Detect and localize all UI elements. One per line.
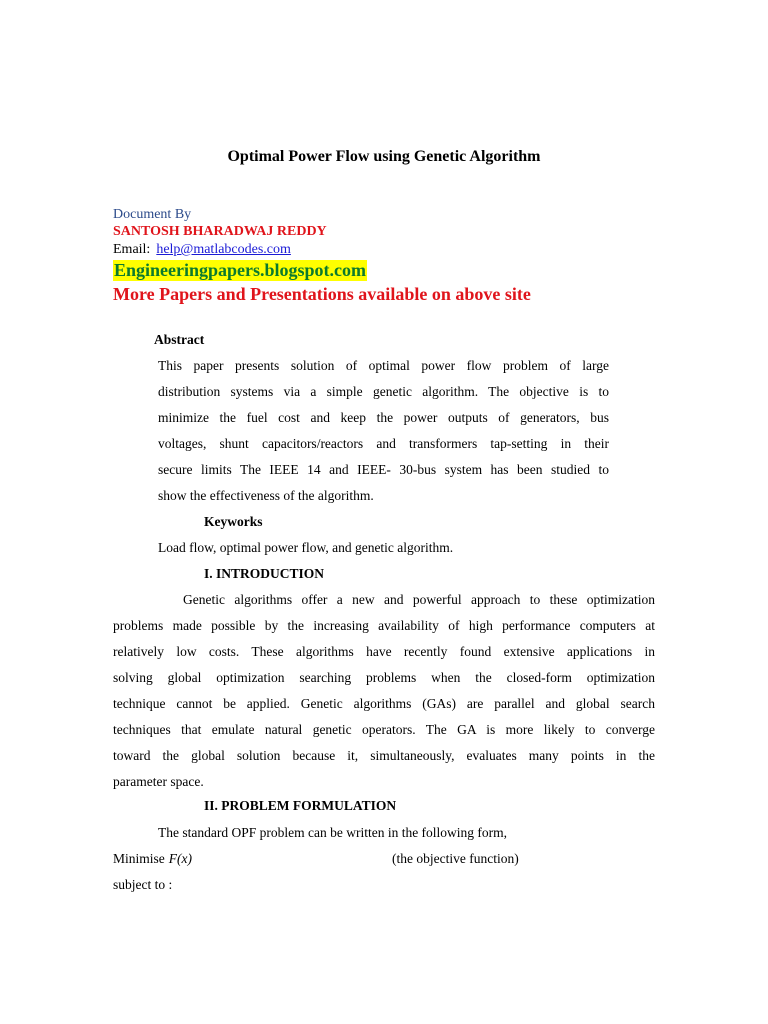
intro-line: toward the global solution because it, simultaneously, evaluates many points in the xyxy=(113,748,655,763)
abstract-line: secure limits The IEEE 14 and IEEE- 30-bus system has been studied to xyxy=(158,462,609,477)
subject-to-label: subject to : xyxy=(113,877,173,892)
abstract-line: distribution systems via a simple genetic algorithm. The objective is to xyxy=(158,384,609,399)
abstract-line: voltages, shunt capacitors/reactors and transformers tap-setting in their xyxy=(158,436,609,451)
paper-title: Optimal Power Flow using Genetic Algorithm xyxy=(227,148,541,165)
objective-expression: F(x) xyxy=(168,851,192,866)
problem-intro: The standard OPF problem can be written in the following form, xyxy=(158,825,508,840)
abstract-line: show the effectiveness of the algorithm. xyxy=(158,488,374,503)
email-row xyxy=(113,242,291,258)
site-link[interactable]: Engineeringpapers.blogspot.com xyxy=(114,260,367,280)
minimise-row xyxy=(113,851,192,867)
minimise-label: Minimise xyxy=(113,851,165,866)
author-name: SANTOSH BHARADWAJ REDDY xyxy=(113,224,327,239)
intro-line: problems made possible by the increasing availability of high performance computers at xyxy=(113,618,655,633)
problem-formulation-heading: II. PROBLEM FORMULATION xyxy=(204,798,397,813)
more-papers-note: More Papers and Presentations available on above site xyxy=(113,284,531,304)
introduction-heading: I. INTRODUCTION xyxy=(204,566,325,581)
email-label: Email: xyxy=(113,242,151,257)
keywords-text: Load flow, optimal power flow, and genetic algorithm. xyxy=(158,540,454,555)
keywords-heading: Keyworks xyxy=(204,514,263,529)
abstract-line: This paper presents solution of optimal power flow problem of large xyxy=(158,358,609,373)
document-by-label: Document By xyxy=(113,207,192,222)
email-link[interactable]: help@matlabcodes.com xyxy=(156,242,291,257)
intro-line: Genetic algorithms offer a new and powerful approach to these optimization xyxy=(183,592,655,607)
intro-line: solving global optimization searching problems when the closed-form optimization xyxy=(113,670,655,685)
intro-line: relatively low costs. These algorithms have recently found extensive applications in xyxy=(113,644,655,659)
abstract-heading: Abstract xyxy=(154,332,205,347)
objective-function-note: (the objective function) xyxy=(392,851,519,866)
intro-line: technique cannot be applied. Genetic algorithms (GAs) are parallel and global search xyxy=(113,696,655,711)
intro-line: parameter space. xyxy=(113,774,204,789)
intro-line: techniques that emulate natural genetic operators. The GA is more likely to converge xyxy=(113,722,655,737)
abstract-line: minimize the fuel cost and keep the power outputs of generators, bus xyxy=(158,410,609,425)
